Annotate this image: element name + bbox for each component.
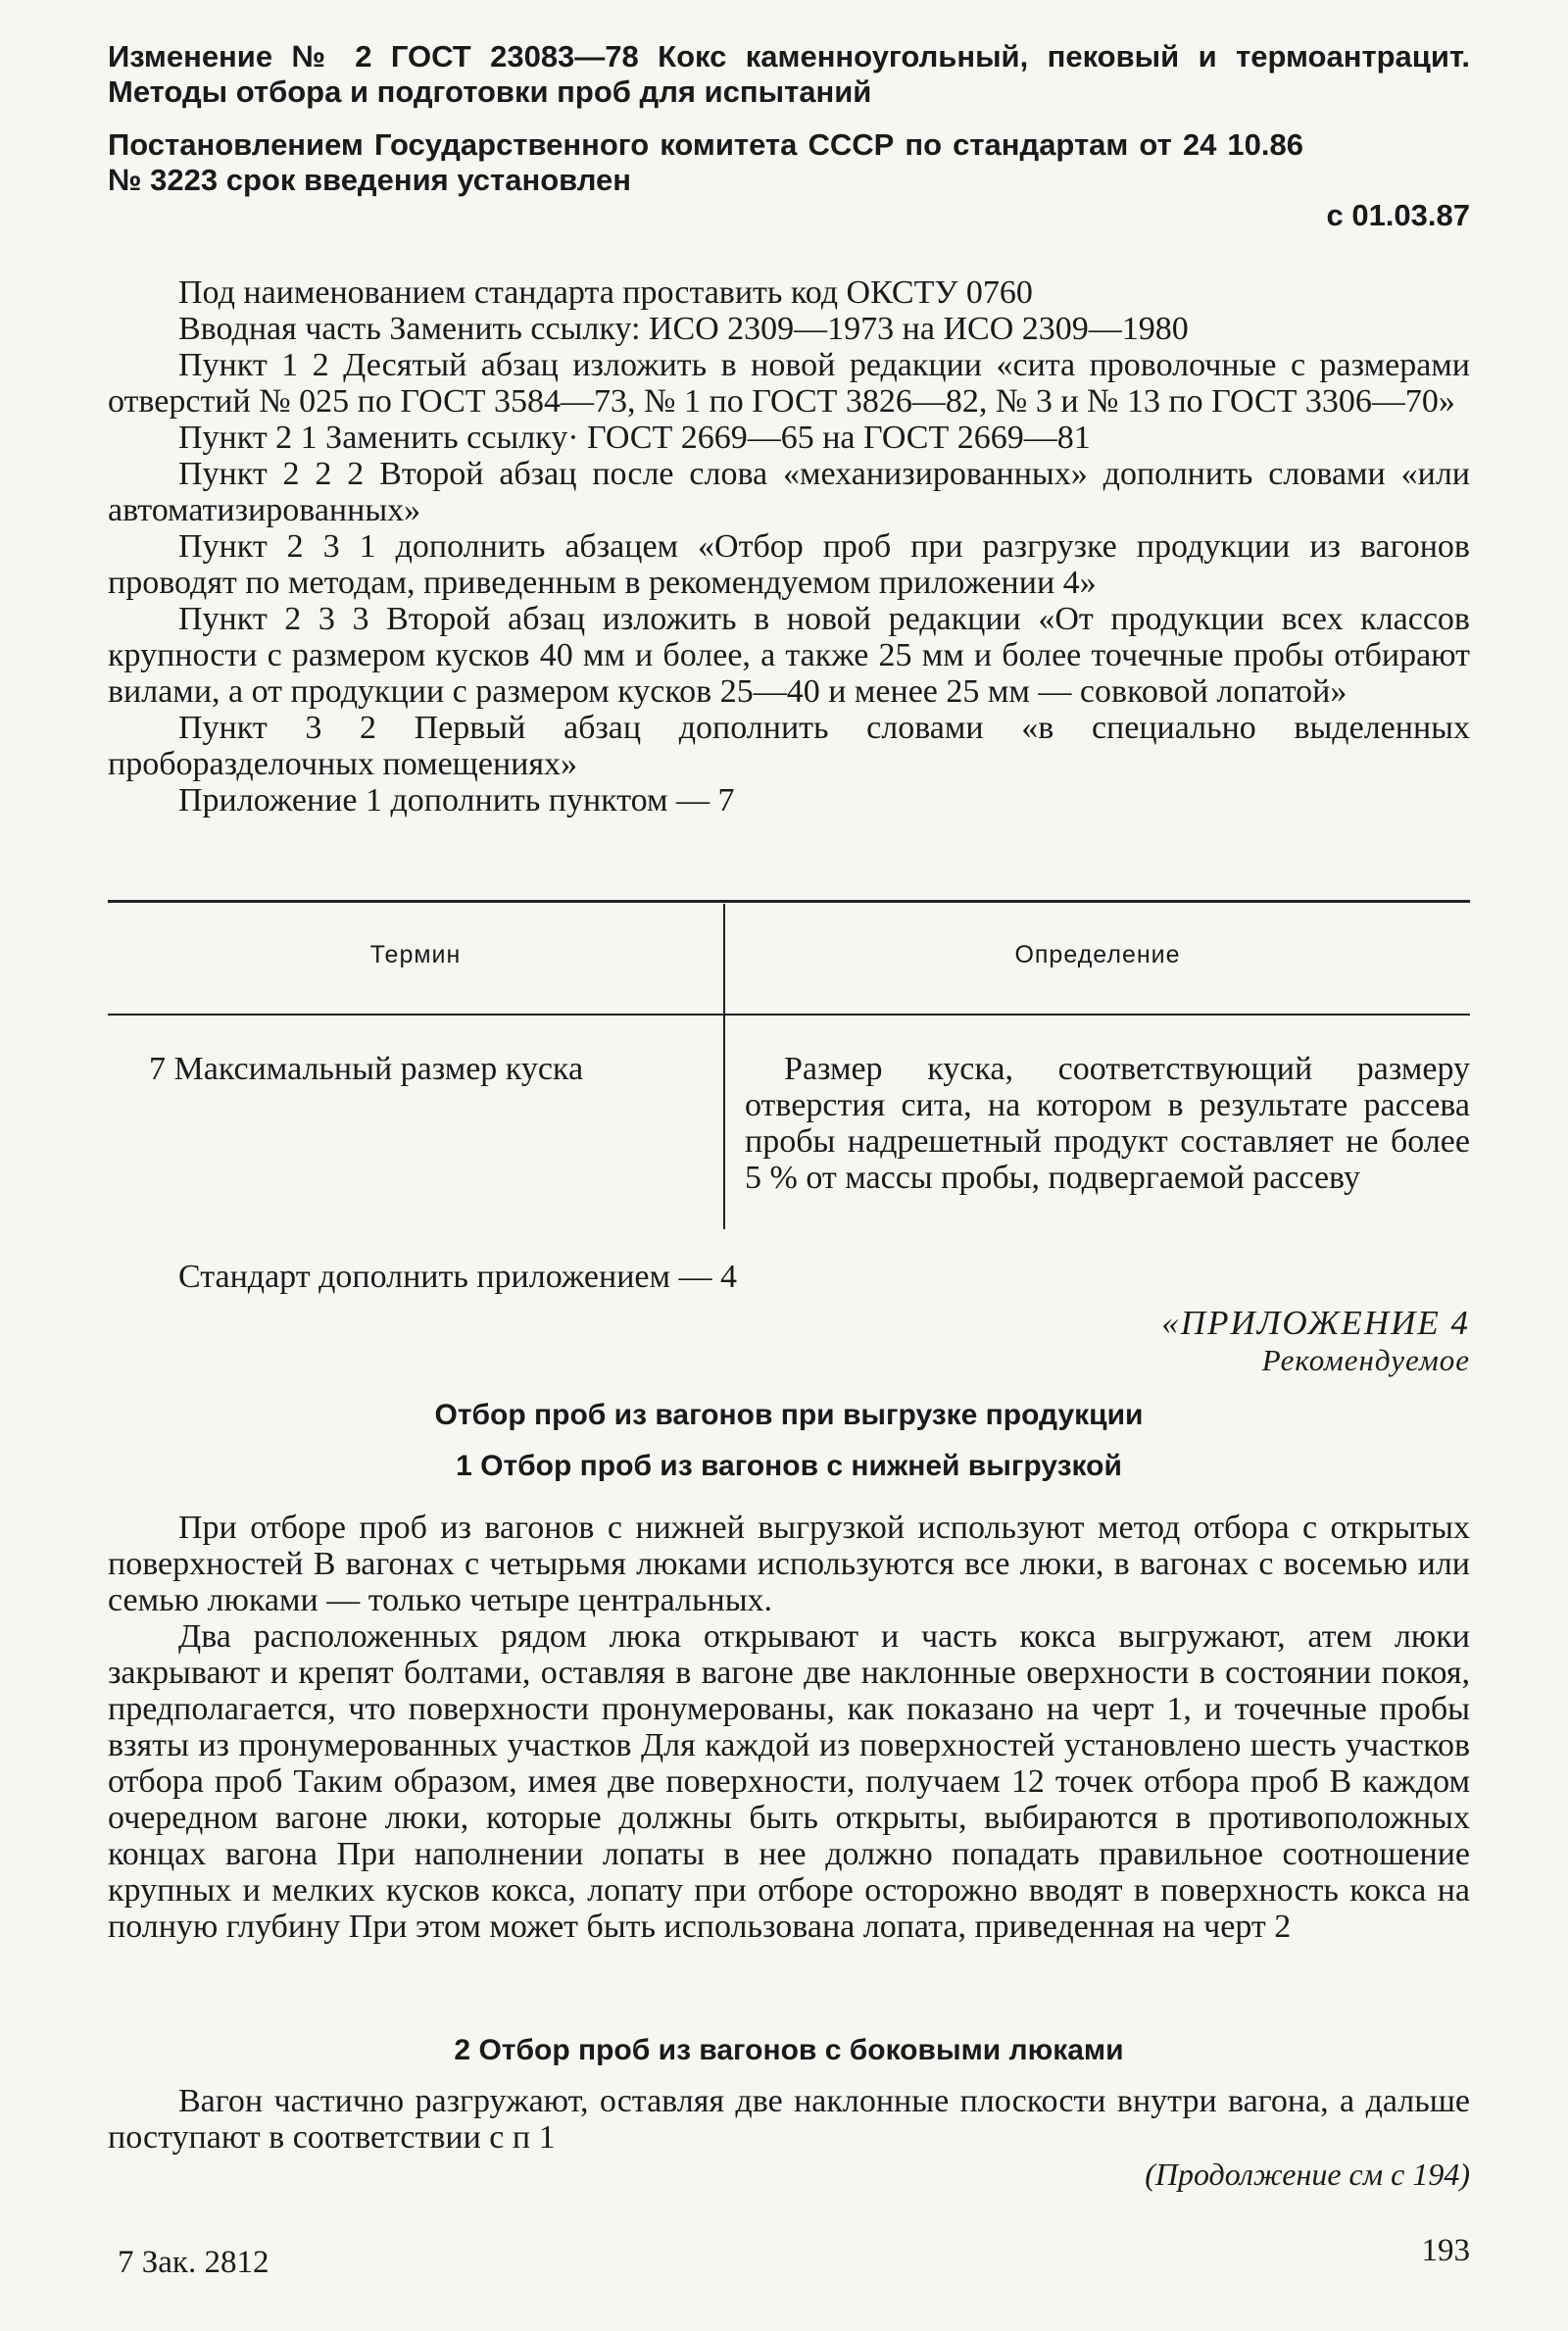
paragraph: Два расположенных рядом люка открывают и часть кокса выгружают, атем люки закрывают и крепят болтами, оставляя в вагоне две наклонные оверхности в состоянии покоя, предполагается, что поверхности пронумерованы, как показано на черт 1, и точечные пробы взяты из пронумерованных участков Для каждой из поверхностей установлено шесть участков отбора проб Таким образом, имея две поверхности, получаем 12 точек отбора проб В каждом очередном вагоне люки, которые должны быть открыты, выбираются в противоположных концах вагона При наполнении лопаты в нее должно попадать правильное соотношение крупных и мелких кусков кокса, лопату при отборе осторожно вводят в поверхность кокса на полную глубину При этом может быть использована лопата, приведенная на черт 2 — [108, 1618, 1470, 1945]
table-header-rule — [108, 1014, 1470, 1016]
table-cell-definition: Размер куска, соответствующий размеру отверстия сита, на котором в результате рассева пробы надрешетный продукт составляет не более 5 % от массы пробы, подвергаемой рассеву — [745, 1051, 1470, 1196]
table-cell-term: 7 Максимальный размер куска — [149, 1051, 584, 1087]
change-item: Приложение 1 дополнить пунктом — 7 — [178, 782, 735, 818]
paragraph: При отборе проб из вагонов с нижней выгрузкой используют метод отбора с открытых поверхностей В вагонах с четырьмя люками используются все люки, в вагонах с восемью или семью люками — только четыре центральных. — [108, 1510, 1470, 1618]
column-header-definition: Определение — [1014, 941, 1181, 968]
order-number: 7 Зак. 2812 — [118, 2245, 270, 2280]
paragraph: Вагон частично разгружают, оставляя две наклонные плоскости внутри вагона, а дальше поступают в соответствии с п 1 — [108, 2083, 1470, 2156]
effective-date: с 01.03.87 — [1326, 198, 1470, 232]
change-item: Пункт 2 1 Заменить ссылку· ГОСТ 2669—65 на ГОСТ 2669—81 — [178, 420, 1091, 456]
changes-list — [108, 274, 1470, 818]
table-top-rule — [108, 900, 1470, 903]
appendix-label: «ПРИЛОЖЕНИЕ 4 — [1161, 1304, 1470, 1342]
appendix-status: Рекомендуемое — [1261, 1343, 1470, 1377]
appendix-title: Отбор проб из вагонов при выгрузке продукции — [434, 1399, 1144, 1431]
change-item: Под наименованием стандарта проставить код ОКСТУ 0760 — [178, 274, 1033, 311]
decree-text: Постановлением Государственного комитета СССР по стандартам от 24 10.86 № 3223 срок введения установлен — [108, 127, 1303, 197]
column-header-term: Термин — [369, 941, 462, 968]
page-number: 193 — [1421, 2233, 1470, 2268]
change-item: Пункт 2 3 3 Второй абзац изложить в новой редакции «От продукции всех классов крупности с размером кусков 40 мм и более, а также 25 мм и более точечные пробы отбирают вилами, а от продукции с размером кусков 25—40 и менее 25 мм — совковой лопатой» — [108, 601, 1470, 710]
after-table-note — [108, 1259, 1470, 1295]
row-divider — [723, 1016, 725, 1229]
section-2-title: 2 Отбор проб из вагонов с боковыми люками — [454, 2034, 1124, 2066]
amendment-title: Изменение № 2 ГОСТ 23083—78 Кокс каменноугольный, пековый и термоантрацит. Методы отбора и подготовки проб для испытаний — [108, 39, 1470, 109]
continuation-note: (Продолжение см с 194) — [1145, 2157, 1470, 2192]
section-2-body — [108, 2083, 1470, 2156]
section-1-title: 1 Отбор проб из вагонов с нижней выгрузкой — [456, 1450, 1122, 1482]
change-item: Пункт 1 2 Десятый абзац изложить в новой редакции «сита проволочные с размерами отверстий № 025 по ГОСТ 3584—73, № 1 по ГОСТ 3826—82, № 3 и № 13 по ГОСТ 3306—70» — [108, 347, 1470, 420]
section-1-body — [108, 1510, 1470, 1945]
after-table-text: Стандарт дополнить приложением — 4 — [178, 1259, 737, 1295]
change-item: Пункт 2 3 1 дополнить абзацем «Отбор проб при разгрузке продукции из вагонов проводят по методам, приведенным в рекомендуемом приложении 4» — [108, 528, 1470, 601]
change-item: Пункт 2 2 2 Второй абзац после слова «механизированных» дополнить словами «или автоматизированных» — [108, 456, 1470, 528]
change-item: Вводная часть Заменить ссылку: ИСО 2309—1973 на ИСО 2309—1980 — [178, 311, 1189, 347]
change-item: Пункт 3 2 Первый абзац дополнить словами «в специально выделенных проборазделочных помещениях» — [108, 710, 1470, 782]
